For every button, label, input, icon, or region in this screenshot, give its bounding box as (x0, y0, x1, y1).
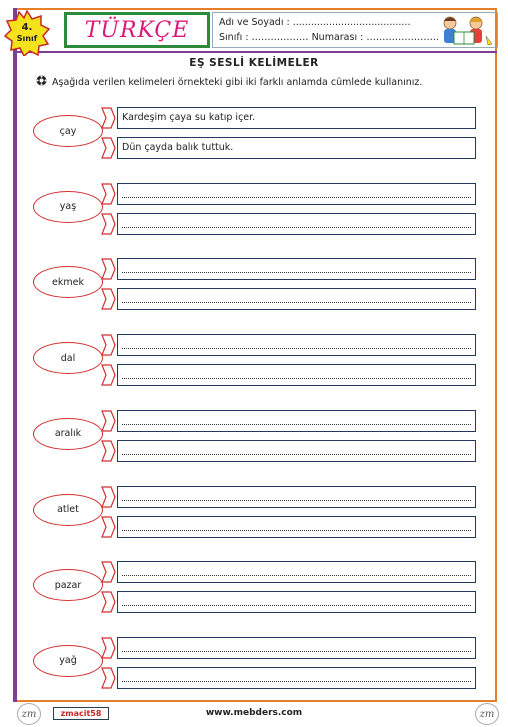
sentence-line[interactable] (117, 667, 476, 689)
grade-badge-shape (4, 10, 50, 56)
chevron-right-icon (100, 637, 116, 659)
dotted-writing-line (122, 272, 471, 273)
flower-bullet-icon (36, 75, 47, 89)
dotted-writing-line (122, 651, 471, 652)
grade-word: Sınıf (16, 34, 38, 43)
grade-badge (4, 10, 50, 56)
dotted-writing-line (122, 575, 471, 576)
dotted-writing-line (122, 227, 471, 228)
chevron-right-icon (100, 667, 116, 689)
sentence-line[interactable] (117, 561, 476, 583)
sentence-line[interactable] (117, 486, 476, 508)
dotted-writing-line (122, 424, 471, 425)
word-oval: aralık (33, 418, 103, 450)
chevron-right-icon (100, 516, 116, 538)
chevron-right-icon (100, 591, 116, 613)
word-oval: çay (33, 115, 103, 147)
sentence-line[interactable] (117, 334, 476, 356)
zm-logo-left: zm (17, 703, 41, 725)
chevron-right-icon (100, 364, 116, 386)
sentence-line[interactable] (117, 637, 476, 659)
dotted-writing-line (122, 530, 471, 531)
chevron-right-icon (100, 288, 116, 310)
zm-logo-right: zm (475, 703, 499, 725)
instruction-text: Aşağıda verilen kelimeleri örnekteki gibi iki farklı anlamda cümlede kullanınız. (52, 76, 423, 88)
dotted-writing-line (122, 348, 471, 349)
subject-title-box (64, 12, 210, 48)
word-oval: yaş (33, 191, 103, 223)
page-title: EŞ SESLİ KELİMELER (189, 57, 319, 69)
chevron-right-icon (100, 258, 116, 280)
class-field-label: Sınıfı : ……………… Numarası : ………………….. (219, 32, 439, 43)
chevron-right-icon (100, 561, 116, 583)
header-divider (13, 51, 497, 53)
sentence-line[interactable] (117, 288, 476, 310)
dotted-writing-line (122, 378, 471, 379)
sentence-line[interactable]: Dün çayda balık tuttuk. (117, 137, 476, 159)
sentence-line[interactable] (117, 213, 476, 235)
word-oval: dal (33, 342, 103, 374)
dotted-writing-line (122, 681, 471, 682)
dotted-writing-line (122, 500, 471, 501)
sentence-line[interactable] (117, 258, 476, 280)
name-field-label: Adı ve Soyadı : ....................................... (219, 17, 411, 28)
sentence-line[interactable] (117, 183, 476, 205)
instruction (36, 75, 422, 89)
sentence-line[interactable] (117, 440, 476, 462)
author-tag: zmacit58 (53, 707, 109, 720)
chevron-right-icon (100, 486, 116, 508)
sentence-line[interactable] (117, 410, 476, 432)
chevron-right-icon (100, 410, 116, 432)
sentence-line[interactable] (117, 364, 476, 386)
page-frame-left-edge (13, 8, 17, 702)
dotted-writing-line (122, 302, 471, 303)
chevron-right-icon (100, 440, 116, 462)
chevron-right-icon (100, 107, 116, 129)
children-reading-icon (436, 14, 494, 48)
sentence-line[interactable]: Kardeşim çaya su katıp içer. (117, 107, 476, 129)
word-oval: atlet (33, 494, 103, 526)
chevron-right-icon (100, 334, 116, 356)
word-oval: ekmek (33, 266, 103, 298)
dotted-writing-line (122, 605, 471, 606)
sentence-line[interactable] (117, 516, 476, 538)
subject-title: TÜRKÇE (84, 17, 190, 43)
sentence-line[interactable] (117, 591, 476, 613)
chevron-right-icon (100, 213, 116, 235)
grade-number: 4. (21, 22, 33, 33)
chevron-right-icon (100, 183, 116, 205)
chevron-right-icon (100, 137, 116, 159)
word-oval: yağ (33, 645, 103, 677)
dotted-writing-line (122, 454, 471, 455)
dotted-writing-line (122, 197, 471, 198)
word-oval: pazar (33, 569, 103, 601)
website-url: www.mebders.com (205, 708, 303, 718)
